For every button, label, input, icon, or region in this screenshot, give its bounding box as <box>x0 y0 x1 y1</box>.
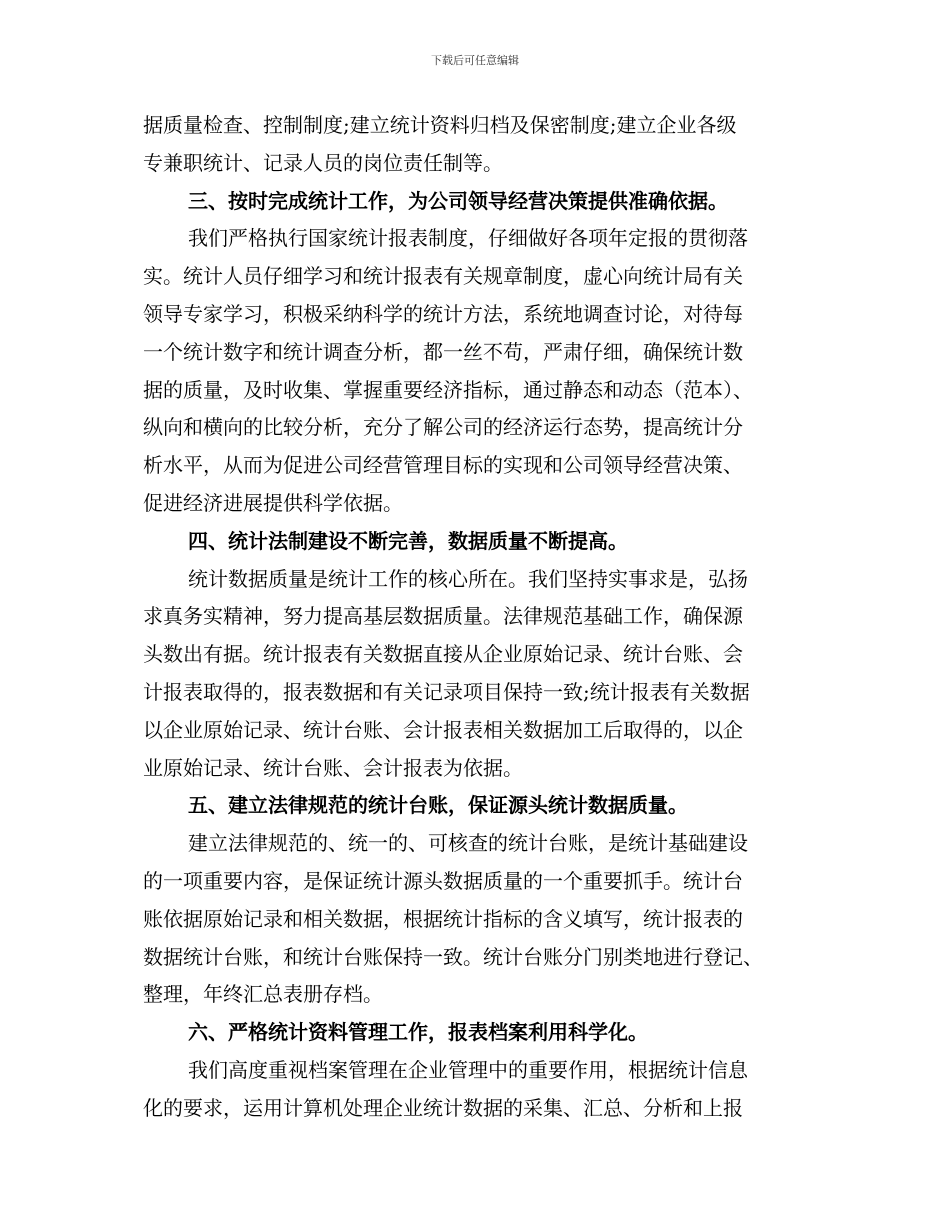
paragraph-line: 统计数据质量是统计工作的核心所在。我们坚持实事求是，弘扬 <box>188 566 748 591</box>
paragraph-line: 实。统计人员仔细学习和统计报表有关规章制度，虚心向统计局有关 <box>143 264 743 289</box>
section-heading: 三、按时完成统计工作，为公司领导经营决策提供准确依据。 <box>188 188 728 213</box>
document-body <box>143 107 833 1128</box>
paragraph-line: 整理，年终汇总表册存档。 <box>143 982 383 1007</box>
paragraph-line: 领导专家学习，积极采纳科学的统计方法，系统地调查讨论，对待每 <box>143 301 743 326</box>
paragraph-line: 我们严格执行国家统计报表制度，仔细做好各项年定报的贯彻落 <box>188 226 748 251</box>
paragraph-line: 析水平，从而为促进公司经营管理目标的实现和公司领导经营决策、 <box>143 453 743 478</box>
paragraph-line: 求真务实精神，努力提高基层数据质量。法律规范基础工作，确保源 <box>143 604 743 629</box>
paragraph-line: 计报表取得的，报表数据和有关记录项目保持一致;统计报表有关数据 <box>143 679 750 704</box>
paragraph-line: 账依据原始记录和相关数据，根据统计指标的含义填写，统计报表的 <box>143 906 743 931</box>
paragraph-line: 数据统计台账，和统计台账保持一致。统计台账分门别类地进行登记、 <box>143 944 763 969</box>
paragraph-line: 我们高度重视档案管理在企业管理中的重要作用，根据统计信息 <box>188 1057 748 1082</box>
paragraph-line: 建立法律规范的、统一的、可核查的统计台账，是统计基础建设 <box>188 831 748 856</box>
paragraph-line: 一个统计数字和统计调查分析，都一丝不苟，严肃仔细，确保统计数 <box>143 339 743 364</box>
page-header: 下载后可任意编辑 <box>431 54 519 67</box>
section-heading: 四、统计法制建设不断完善，数据质量不断提高。 <box>188 528 628 553</box>
paragraph-line: 纵向和横向的比较分析，充分了解公司的经济运行态势，提高统计分 <box>143 415 743 440</box>
section-heading: 六、严格统计资料管理工作，报表档案利用科学化。 <box>188 1020 648 1045</box>
paragraph-line: 化的要求，运用计算机处理企业统计数据的采集、汇总、分析和上报 <box>143 1095 743 1120</box>
paragraph-line: 以企业原始记录、统计台账、会计报表相关数据加工后取得的，以企 <box>143 717 743 742</box>
paragraph-line: 的一项重要内容，是保证统计源头数据质量的一个重要抓手。统计台 <box>143 868 743 893</box>
paragraph-line: 促进经济进展提供科学依据。 <box>143 490 403 515</box>
paragraph-line: 据的质量，及时收集、掌握重要经济指标，通过静态和动态（范本）、 <box>143 377 753 402</box>
paragraph-line: 专兼职统计、记录人员的岗位责任制等。 <box>143 150 503 175</box>
paragraph-line: 业原始记录、统计台账、会计报表为依据。 <box>143 755 523 780</box>
paragraph-line: 头数出有据。统计报表有关数据直接从企业原始记录、统计台账、会 <box>143 642 743 667</box>
section-heading: 五、建立法律规范的统计台账，保证源头统计数据质量。 <box>188 793 688 818</box>
paragraph-line: 据质量检查、控制制度;建立统计资料归档及保密制度;建立企业各级 <box>143 113 737 137</box>
